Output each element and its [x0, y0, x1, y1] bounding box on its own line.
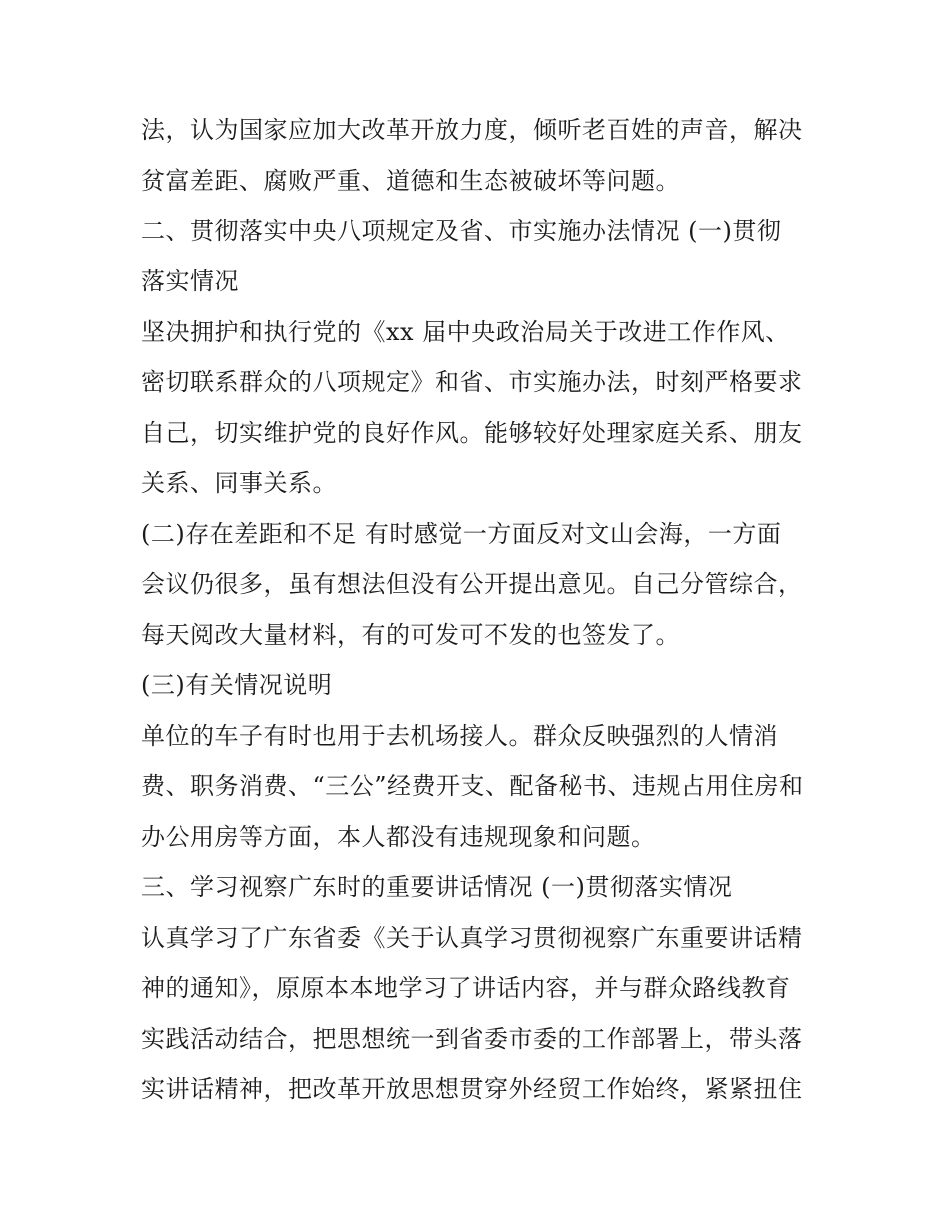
text-line: 密切联系群众的八项规定》和省、市实施办法，时刻严格要求: [141, 368, 803, 396]
text-line: 办公用房等方面，本人都没有违规现象和问题。: [141, 823, 656, 851]
section-heading: 三、学习视察广东时的重要讲话情况 (一)贯彻落实情况: [141, 873, 733, 901]
text-line: 每天阅改大量材料，有的可发可不发的也签发了。: [141, 621, 680, 649]
text-line: 费、职务消费、“三公”经费开支、配备秘书、违规占用住房和: [141, 772, 804, 800]
text-line: 认真学习了广东省委《关于认真学习贯彻视察广东重要讲话精: [141, 924, 803, 952]
section-heading: 二、贯彻落实中央八项规定及省、市实施办法情况 (一)贯彻: [141, 217, 782, 245]
section-heading: (三)有关情况说明: [141, 671, 333, 699]
text-line: 坚决拥护和执行党的《xx 届中央政治局关于改进工作作风、: [141, 318, 790, 346]
text-line: 自己，切实维护党的良好作风。能够较好处理家庭关系、朋友: [141, 419, 803, 447]
text-line: 单位的车子有时也用于去机场接人。群众反映强烈的人情消: [141, 722, 778, 750]
text-line: 实讲话精神，把改革开放思想贯穿外经贸工作始终，紧紧扭住: [141, 1075, 803, 1103]
text-line: 会议仍很多，虽有想法但没有公开提出意见。自己分管综合，: [141, 570, 803, 598]
text-line: 贫富差距、腐败严重、道德和生态被破坏等问题。: [141, 167, 680, 195]
text-line: 法，认为国家应加大改革开放力度，倾听老百姓的声音，解决: [141, 116, 803, 144]
text-line: 关系、同事关系。: [141, 469, 337, 497]
text-line: 实践活动结合，把思想统一到省委市委的工作部署上，带头落: [141, 1025, 803, 1053]
text-line: (二)存在差距和不足 有时感觉一方面反对文山会海，一方面: [141, 520, 782, 548]
text-line: 神的通知》，原原本本地学习了讲话内容，并与群众路线教育: [141, 974, 791, 1002]
section-heading: 落实情况: [141, 267, 239, 295]
